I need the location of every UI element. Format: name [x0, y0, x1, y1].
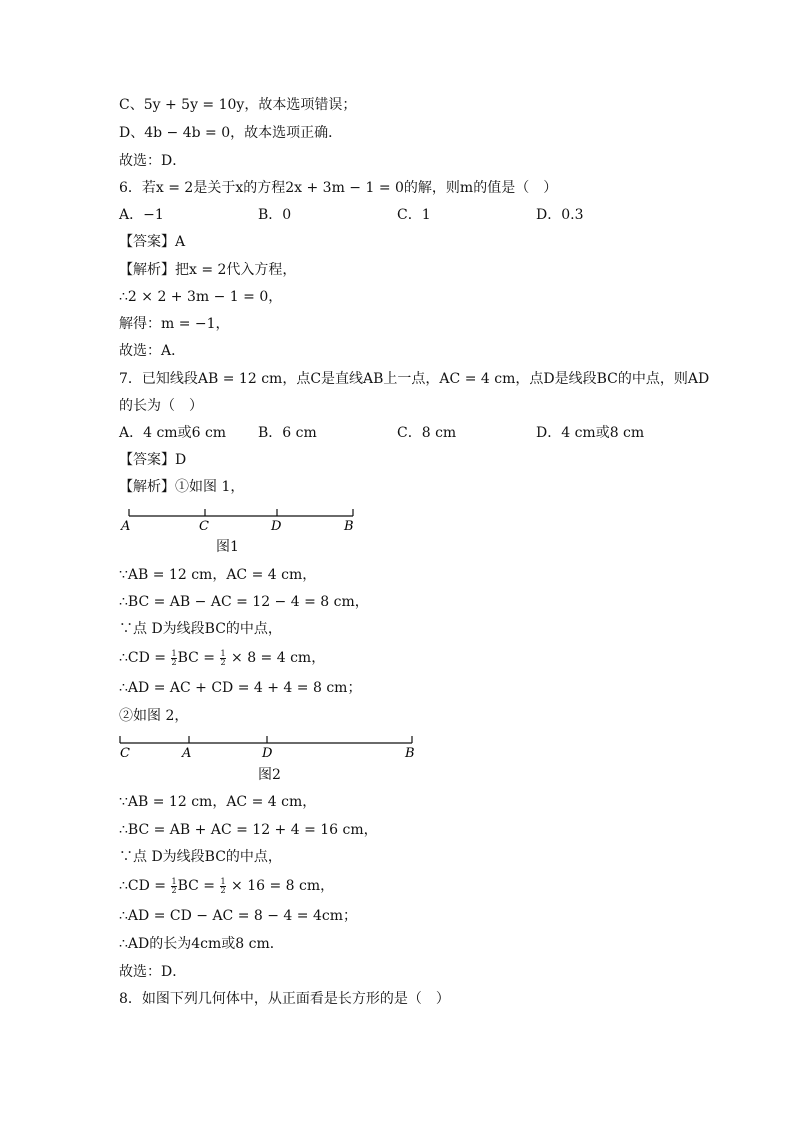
case1-step: ∵AB = 12 cm，AC = 4 cm， — [119, 567, 317, 583]
fig2-point-label: B — [405, 746, 415, 760]
q7-option-d: D．4 cm或8 cm — [536, 425, 645, 441]
fraction-half: $\frac{1}{2}$ — [171, 648, 177, 667]
case1-step: ∴AD = AC + CD = 4 + 4 = 8 cm； — [119, 680, 362, 696]
case2-step: ∵AB = 12 cm，AC = 4 cm， — [119, 794, 317, 810]
question-6: 6．若x = 2是关于x的方程2x + 3m − 1 = 0的解，则m的值是（ ） — [119, 180, 558, 196]
fig2-point-label: D — [262, 746, 273, 760]
case2-heading: ②如图 2， — [119, 708, 189, 724]
fig1-point-label: B — [344, 519, 354, 533]
question-8: 8．如图下列几何体中，从正面看是长方形的是（ ） — [119, 991, 450, 1007]
case2-step-fraction: ∴CD = $\frac{1}{2}$ BC = $\frac{1}{2}$ × 16 = 8 cm， — [119, 876, 335, 895]
q6-step: 解得：m = −1， — [119, 316, 230, 332]
q7-option-b: B．6 cm — [258, 425, 317, 441]
q6-option-a: A．−1 — [119, 207, 164, 223]
q6-analysis: 【解析】把x = 2代入方程， — [119, 262, 297, 278]
q6-choose: 故选：A． — [119, 343, 186, 359]
question-7-cont: 的长为（ ） — [119, 398, 203, 414]
case1-step-fraction: ∴CD = $\frac{1}{2}$ BC = $\frac{1}{2}$ × 8 = 4 cm， — [119, 648, 326, 667]
fraction-half: $\frac{1}{2}$ — [171, 876, 177, 895]
text-line: C、5y + 5y = 10y，故本选项错误； — [119, 97, 357, 113]
case2-step: ∵点 D为线段BC的中点， — [119, 849, 282, 865]
q6-option-b: B．0 — [258, 207, 292, 223]
fig1-point-label: D — [271, 519, 282, 533]
case1-step: ∴BC = AB − AC = 12 − 4 = 8 cm， — [119, 594, 369, 610]
q6-step: ∴2 × 2 + 3m − 1 = 0， — [119, 289, 283, 305]
text-line: 故选：D． — [119, 153, 187, 169]
q7-option-a: A．4 cm或6 cm — [119, 425, 227, 441]
case2-step: ∴BC = AB + AC = 12 + 4 = 16 cm， — [119, 822, 378, 838]
q7-choose: 故选：D． — [119, 964, 187, 980]
fraction-half: $\frac{1}{2}$ — [220, 876, 226, 895]
figure-2-segment — [112, 730, 422, 760]
fig2-point-label: A — [182, 746, 192, 760]
case1-step: ∵点 D为线段BC的中点， — [119, 621, 282, 637]
case2-step: ∴AD = CD − AC = 8 − 4 = 4cm； — [119, 908, 357, 924]
q6-option-c: C．1 — [397, 207, 431, 223]
q7-answer: 【答案】D — [119, 452, 187, 468]
figure-1-caption: 图1 — [216, 539, 239, 555]
text-line: D、4b − 4b = 0，故本选项正确． — [119, 125, 343, 141]
case2-step: ∴AD的长为4cm或8 cm． — [119, 936, 284, 952]
question-7: 7．已知线段AB = 12 cm，点C是直线AB上一点，AC = 4 cm，点D是线段BC的中点，则AD — [119, 371, 710, 387]
fig1-point-label: C — [199, 519, 209, 533]
fig2-point-label: C — [120, 746, 130, 760]
q6-option-d: D．0.3 — [536, 207, 584, 223]
q7-analysis: 【解析】①如图 1， — [119, 479, 245, 495]
figure-1-segment — [115, 503, 375, 533]
q6-answer: 【答案】A — [119, 234, 186, 250]
fig1-point-label: A — [121, 519, 131, 533]
figure-2-caption: 图2 — [258, 767, 281, 783]
fraction-half: $\frac{1}{2}$ — [220, 648, 226, 667]
q7-option-c: C．8 cm — [397, 425, 457, 441]
